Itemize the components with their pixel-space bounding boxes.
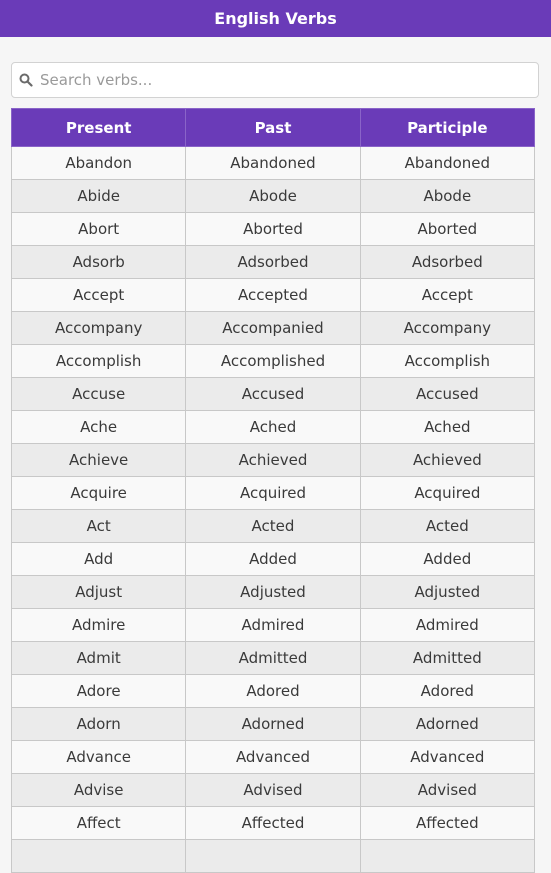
table-row[interactable] — [12, 543, 535, 576]
verbs-table — [11, 108, 535, 873]
cell-present: Accompany — [12, 312, 186, 345]
table-row[interactable] — [12, 147, 535, 180]
app-title: English Verbs — [214, 9, 337, 28]
cell-participle: Admired — [360, 609, 534, 642]
cell-present: Accomplish — [12, 345, 186, 378]
cell-participle — [360, 840, 534, 873]
cell-participle: Accomplish — [360, 345, 534, 378]
cell-participle: Admitted — [360, 642, 534, 675]
cell-participle: Added — [360, 543, 534, 576]
table-row[interactable] — [12, 345, 535, 378]
column-header-present[interactable]: Present — [12, 109, 186, 147]
cell-present: Act — [12, 510, 186, 543]
cell-participle: Accompany — [360, 312, 534, 345]
cell-past: Abode — [186, 180, 360, 213]
cell-present: Advance — [12, 741, 186, 774]
column-header-participle[interactable]: Participle — [360, 109, 534, 147]
cell-past: Abandoned — [186, 147, 360, 180]
table-row[interactable] — [12, 609, 535, 642]
cell-past: Added — [186, 543, 360, 576]
cell-present: Admit — [12, 642, 186, 675]
cell-participle: Aborted — [360, 213, 534, 246]
cell-present: Advise — [12, 774, 186, 807]
search-input[interactable] — [40, 65, 538, 95]
cell-participle: Achieved — [360, 444, 534, 477]
cell-participle: Affected — [360, 807, 534, 840]
cell-present: Adorn — [12, 708, 186, 741]
table-row[interactable] — [12, 279, 535, 312]
cell-past: Adored — [186, 675, 360, 708]
cell-present — [12, 840, 186, 873]
cell-present: Affect — [12, 807, 186, 840]
table-row[interactable] — [12, 411, 535, 444]
cell-present: Accuse — [12, 378, 186, 411]
cell-participle: Adorned — [360, 708, 534, 741]
cell-present: Adore — [12, 675, 186, 708]
cell-participle: Acquired — [360, 477, 534, 510]
cell-present: Ache — [12, 411, 186, 444]
cell-present: Add — [12, 543, 186, 576]
cell-past — [186, 840, 360, 873]
cell-past: Accomplished — [186, 345, 360, 378]
cell-participle: Abandoned — [360, 147, 534, 180]
table-row[interactable] — [12, 642, 535, 675]
cell-past: Admired — [186, 609, 360, 642]
cell-past: Ached — [186, 411, 360, 444]
cell-past: Advised — [186, 774, 360, 807]
table-row[interactable] — [12, 840, 535, 873]
table-body — [12, 147, 535, 873]
cell-participle: Acted — [360, 510, 534, 543]
table-row[interactable] — [12, 477, 535, 510]
table-row[interactable] — [12, 378, 535, 411]
cell-participle: Advised — [360, 774, 534, 807]
cell-participle: Adjusted — [360, 576, 534, 609]
app-header — [0, 0, 551, 37]
table-row[interactable] — [12, 510, 535, 543]
table-row[interactable] — [12, 741, 535, 774]
search-bar[interactable] — [11, 62, 539, 98]
table-row[interactable] — [12, 213, 535, 246]
cell-present: Adjust — [12, 576, 186, 609]
cell-past: Adorned — [186, 708, 360, 741]
cell-past: Acquired — [186, 477, 360, 510]
column-header-past[interactable]: Past — [186, 109, 360, 147]
cell-past: Achieved — [186, 444, 360, 477]
table-row[interactable] — [12, 675, 535, 708]
cell-present: Abandon — [12, 147, 186, 180]
cell-past: Affected — [186, 807, 360, 840]
cell-participle: Accept — [360, 279, 534, 312]
table-row[interactable] — [12, 444, 535, 477]
cell-present: Adsorb — [12, 246, 186, 279]
cell-past: Accompanied — [186, 312, 360, 345]
cell-past: Adjusted — [186, 576, 360, 609]
cell-past: Admitted — [186, 642, 360, 675]
cell-present: Abide — [12, 180, 186, 213]
cell-past: Advanced — [186, 741, 360, 774]
table-row[interactable] — [12, 576, 535, 609]
cell-past: Accused — [186, 378, 360, 411]
table-row[interactable] — [12, 180, 535, 213]
cell-participle: Advanced — [360, 741, 534, 774]
cell-present: Achieve — [12, 444, 186, 477]
cell-participle: Abode — [360, 180, 534, 213]
table-row[interactable] — [12, 708, 535, 741]
table-row[interactable] — [12, 312, 535, 345]
cell-participle: Adsorbed — [360, 246, 534, 279]
cell-past: Acted — [186, 510, 360, 543]
cell-present: Accept — [12, 279, 186, 312]
cell-past: Adsorbed — [186, 246, 360, 279]
cell-past: Aborted — [186, 213, 360, 246]
search-icon — [12, 62, 40, 98]
cell-present: Acquire — [12, 477, 186, 510]
cell-participle: Ached — [360, 411, 534, 444]
table-row[interactable] — [12, 807, 535, 840]
table-row[interactable] — [12, 774, 535, 807]
cell-participle: Accused — [360, 378, 534, 411]
cell-past: Accepted — [186, 279, 360, 312]
cell-present: Abort — [12, 213, 186, 246]
table-row[interactable] — [12, 246, 535, 279]
table-header-row — [12, 109, 535, 147]
cell-participle: Adored — [360, 675, 534, 708]
cell-present: Admire — [12, 609, 186, 642]
